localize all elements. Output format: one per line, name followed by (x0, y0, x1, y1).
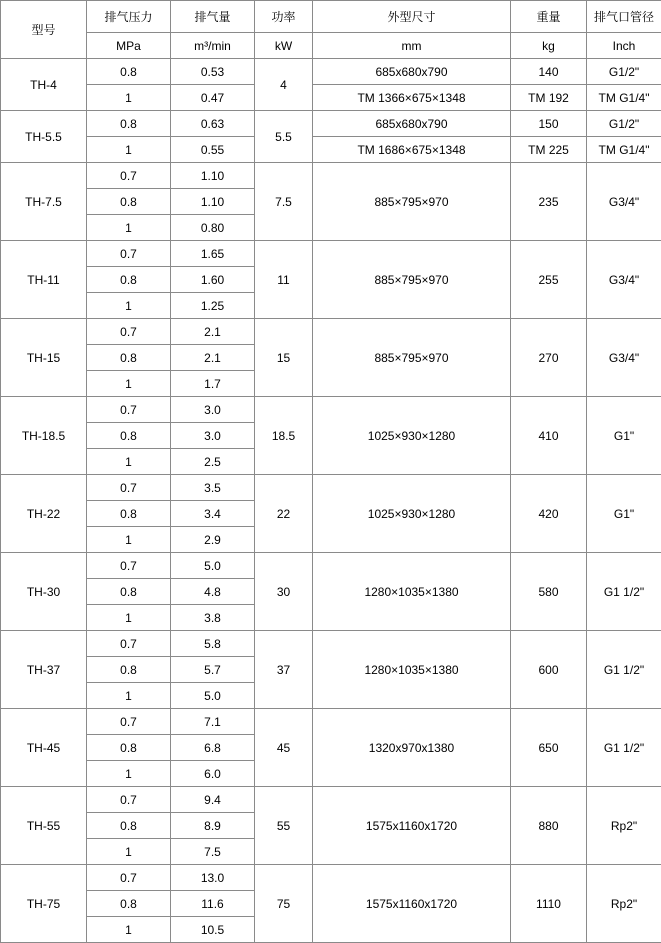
cell-pressure: 1 (87, 371, 171, 397)
cell-pressure: 0.8 (87, 423, 171, 449)
cell-power: 4 (255, 59, 313, 111)
header-flow: 排气量 (171, 1, 255, 33)
cell-pressure: 0.7 (87, 241, 171, 267)
cell-pressure: 0.8 (87, 267, 171, 293)
cell-model: TH-15 (1, 319, 87, 397)
cell-flow: 2.1 (171, 319, 255, 345)
cell-pressure: 0.7 (87, 631, 171, 657)
cell-port-size: G1/2" (587, 59, 661, 85)
cell-port-size: G3/4" (587, 319, 661, 397)
table-header-row (1, 1, 661, 33)
cell-weight: 880 (511, 787, 587, 865)
cell-port-size: G1 1/2" (587, 631, 661, 709)
cell-pressure: 0.8 (87, 189, 171, 215)
cell-flow: 8.9 (171, 813, 255, 839)
unit-dimensions: mm (313, 33, 511, 59)
cell-weight: TM 192 (511, 85, 587, 111)
cell-port-size: G3/4" (587, 241, 661, 319)
cell-flow: 3.8 (171, 605, 255, 631)
table-row (1, 319, 661, 345)
unit-weight: kg (511, 33, 587, 59)
cell-pressure: 0.8 (87, 657, 171, 683)
cell-dimensions: 1025×930×1280 (313, 397, 511, 475)
cell-model: TH-37 (1, 631, 87, 709)
cell-power: 15 (255, 319, 313, 397)
cell-flow: 2.5 (171, 449, 255, 475)
cell-weight: 420 (511, 475, 587, 553)
cell-power: 11 (255, 241, 313, 319)
cell-weight: 650 (511, 709, 587, 787)
cell-dimensions: 885×795×970 (313, 163, 511, 241)
cell-power: 30 (255, 553, 313, 631)
cell-flow: 7.1 (171, 709, 255, 735)
cell-flow: 2.1 (171, 345, 255, 371)
cell-flow: 1.25 (171, 293, 255, 319)
cell-model: TH-5.5 (1, 111, 87, 163)
cell-pressure: 0.8 (87, 111, 171, 137)
cell-pressure: 0.8 (87, 501, 171, 527)
header-dimensions: 外型尺寸 (313, 1, 511, 33)
cell-pressure: 0.7 (87, 865, 171, 891)
cell-pressure: 0.7 (87, 553, 171, 579)
cell-dimensions: TM 1686×675×1348 (313, 137, 511, 163)
unit-flow: m³/min (171, 33, 255, 59)
table-row (1, 787, 661, 813)
header-model: 型号 (1, 1, 87, 59)
cell-flow: 6.8 (171, 735, 255, 761)
table-unit-row (1, 33, 661, 59)
cell-flow: 9.4 (171, 787, 255, 813)
cell-port-size: TM G1/4" (587, 137, 661, 163)
cell-flow: 0.47 (171, 85, 255, 111)
cell-pressure: 1 (87, 839, 171, 865)
table-row (1, 111, 661, 137)
cell-flow: 11.6 (171, 891, 255, 917)
cell-weight: TM 225 (511, 137, 587, 163)
cell-pressure: 1 (87, 449, 171, 475)
cell-pressure: 1 (87, 761, 171, 787)
cell-pressure: 0.7 (87, 163, 171, 189)
cell-flow: 10.5 (171, 917, 255, 943)
cell-port-size: Rp2" (587, 865, 661, 943)
cell-model: TH-55 (1, 787, 87, 865)
cell-weight: 600 (511, 631, 587, 709)
cell-weight: 235 (511, 163, 587, 241)
cell-flow: 0.53 (171, 59, 255, 85)
cell-pressure: 0.7 (87, 475, 171, 501)
cell-pressure: 0.8 (87, 813, 171, 839)
cell-power: 45 (255, 709, 313, 787)
cell-power: 7.5 (255, 163, 313, 241)
cell-pressure: 1 (87, 215, 171, 241)
cell-dimensions: 685x680x790 (313, 111, 511, 137)
cell-flow: 13.0 (171, 865, 255, 891)
table-row (1, 241, 661, 267)
cell-dimensions: 1280×1035×1380 (313, 553, 511, 631)
cell-dimensions: TM 1366×675×1348 (313, 85, 511, 111)
cell-flow: 0.63 (171, 111, 255, 137)
cell-model: TH-7.5 (1, 163, 87, 241)
cell-pressure: 1 (87, 527, 171, 553)
cell-power: 5.5 (255, 111, 313, 163)
cell-pressure: 1 (87, 605, 171, 631)
cell-port-size: G1" (587, 397, 661, 475)
cell-flow: 5.0 (171, 683, 255, 709)
cell-port-size: G1" (587, 475, 661, 553)
cell-pressure: 0.7 (87, 319, 171, 345)
cell-flow: 0.55 (171, 137, 255, 163)
cell-weight: 580 (511, 553, 587, 631)
table-row (1, 553, 661, 579)
cell-power: 18.5 (255, 397, 313, 475)
cell-dimensions: 1025×930×1280 (313, 475, 511, 553)
cell-flow: 3.5 (171, 475, 255, 501)
header-power: 功率 (255, 1, 313, 33)
cell-pressure: 0.8 (87, 59, 171, 85)
cell-dimensions: 885×795×970 (313, 241, 511, 319)
cell-flow: 7.5 (171, 839, 255, 865)
cell-port-size: G3/4" (587, 163, 661, 241)
table-row (1, 163, 661, 189)
cell-weight: 270 (511, 319, 587, 397)
cell-flow: 5.7 (171, 657, 255, 683)
cell-flow: 3.0 (171, 423, 255, 449)
cell-flow: 4.8 (171, 579, 255, 605)
cell-dimensions: 685x680x790 (313, 59, 511, 85)
cell-port-size: Rp2" (587, 787, 661, 865)
cell-flow: 2.9 (171, 527, 255, 553)
cell-port-size: G1 1/2" (587, 553, 661, 631)
cell-port-size: G1 1/2" (587, 709, 661, 787)
cell-pressure: 1 (87, 137, 171, 163)
cell-pressure: 1 (87, 683, 171, 709)
unit-port-size: Inch (587, 33, 661, 59)
cell-dimensions: 1280×1035×1380 (313, 631, 511, 709)
cell-flow: 3.0 (171, 397, 255, 423)
cell-weight: 255 (511, 241, 587, 319)
cell-flow: 5.8 (171, 631, 255, 657)
cell-model: TH-11 (1, 241, 87, 319)
cell-model: TH-45 (1, 709, 87, 787)
cell-model: TH-75 (1, 865, 87, 943)
table-row (1, 85, 661, 111)
header-weight: 重量 (511, 1, 587, 33)
unit-pressure: MPa (87, 33, 171, 59)
table-row (1, 709, 661, 735)
table-row (1, 475, 661, 501)
cell-pressure: 0.7 (87, 787, 171, 813)
cell-model: TH-4 (1, 59, 87, 111)
cell-dimensions: 1320x970x1380 (313, 709, 511, 787)
unit-power: kW (255, 33, 313, 59)
cell-weight: 1110 (511, 865, 587, 943)
cell-power: 75 (255, 865, 313, 943)
header-pressure: 排气压力 (87, 1, 171, 33)
cell-pressure: 0.8 (87, 345, 171, 371)
cell-dimensions: 1575x1160x1720 (313, 787, 511, 865)
cell-pressure: 0.7 (87, 397, 171, 423)
cell-flow: 5.0 (171, 553, 255, 579)
cell-flow: 1.10 (171, 163, 255, 189)
cell-dimensions: 885×795×970 (313, 319, 511, 397)
cell-model: TH-18.5 (1, 397, 87, 475)
cell-pressure: 1 (87, 85, 171, 111)
cell-power: 22 (255, 475, 313, 553)
cell-flow: 1.60 (171, 267, 255, 293)
cell-port-size: G1/2" (587, 111, 661, 137)
cell-model: TH-22 (1, 475, 87, 553)
table-row (1, 59, 661, 85)
cell-power: 37 (255, 631, 313, 709)
table-row (1, 865, 661, 891)
cell-flow: 1.10 (171, 189, 255, 215)
cell-flow: 6.0 (171, 761, 255, 787)
cell-port-size: TM G1/4" (587, 85, 661, 111)
cell-pressure: 0.8 (87, 579, 171, 605)
cell-flow: 0.80 (171, 215, 255, 241)
cell-pressure: 0.8 (87, 735, 171, 761)
cell-pressure: 1 (87, 917, 171, 943)
cell-weight: 140 (511, 59, 587, 85)
cell-weight: 150 (511, 111, 587, 137)
cell-flow: 1.65 (171, 241, 255, 267)
cell-model: TH-30 (1, 553, 87, 631)
cell-flow: 1.7 (171, 371, 255, 397)
table-row (1, 137, 661, 163)
cell-pressure: 0.8 (87, 891, 171, 917)
cell-pressure: 0.7 (87, 709, 171, 735)
cell-weight: 410 (511, 397, 587, 475)
table-row (1, 631, 661, 657)
cell-pressure: 1 (87, 293, 171, 319)
table-row (1, 397, 661, 423)
cell-flow: 3.4 (171, 501, 255, 527)
cell-power: 55 (255, 787, 313, 865)
header-port-size: 排气口管径 (587, 1, 661, 33)
cell-dimensions: 1575x1160x1720 (313, 865, 511, 943)
